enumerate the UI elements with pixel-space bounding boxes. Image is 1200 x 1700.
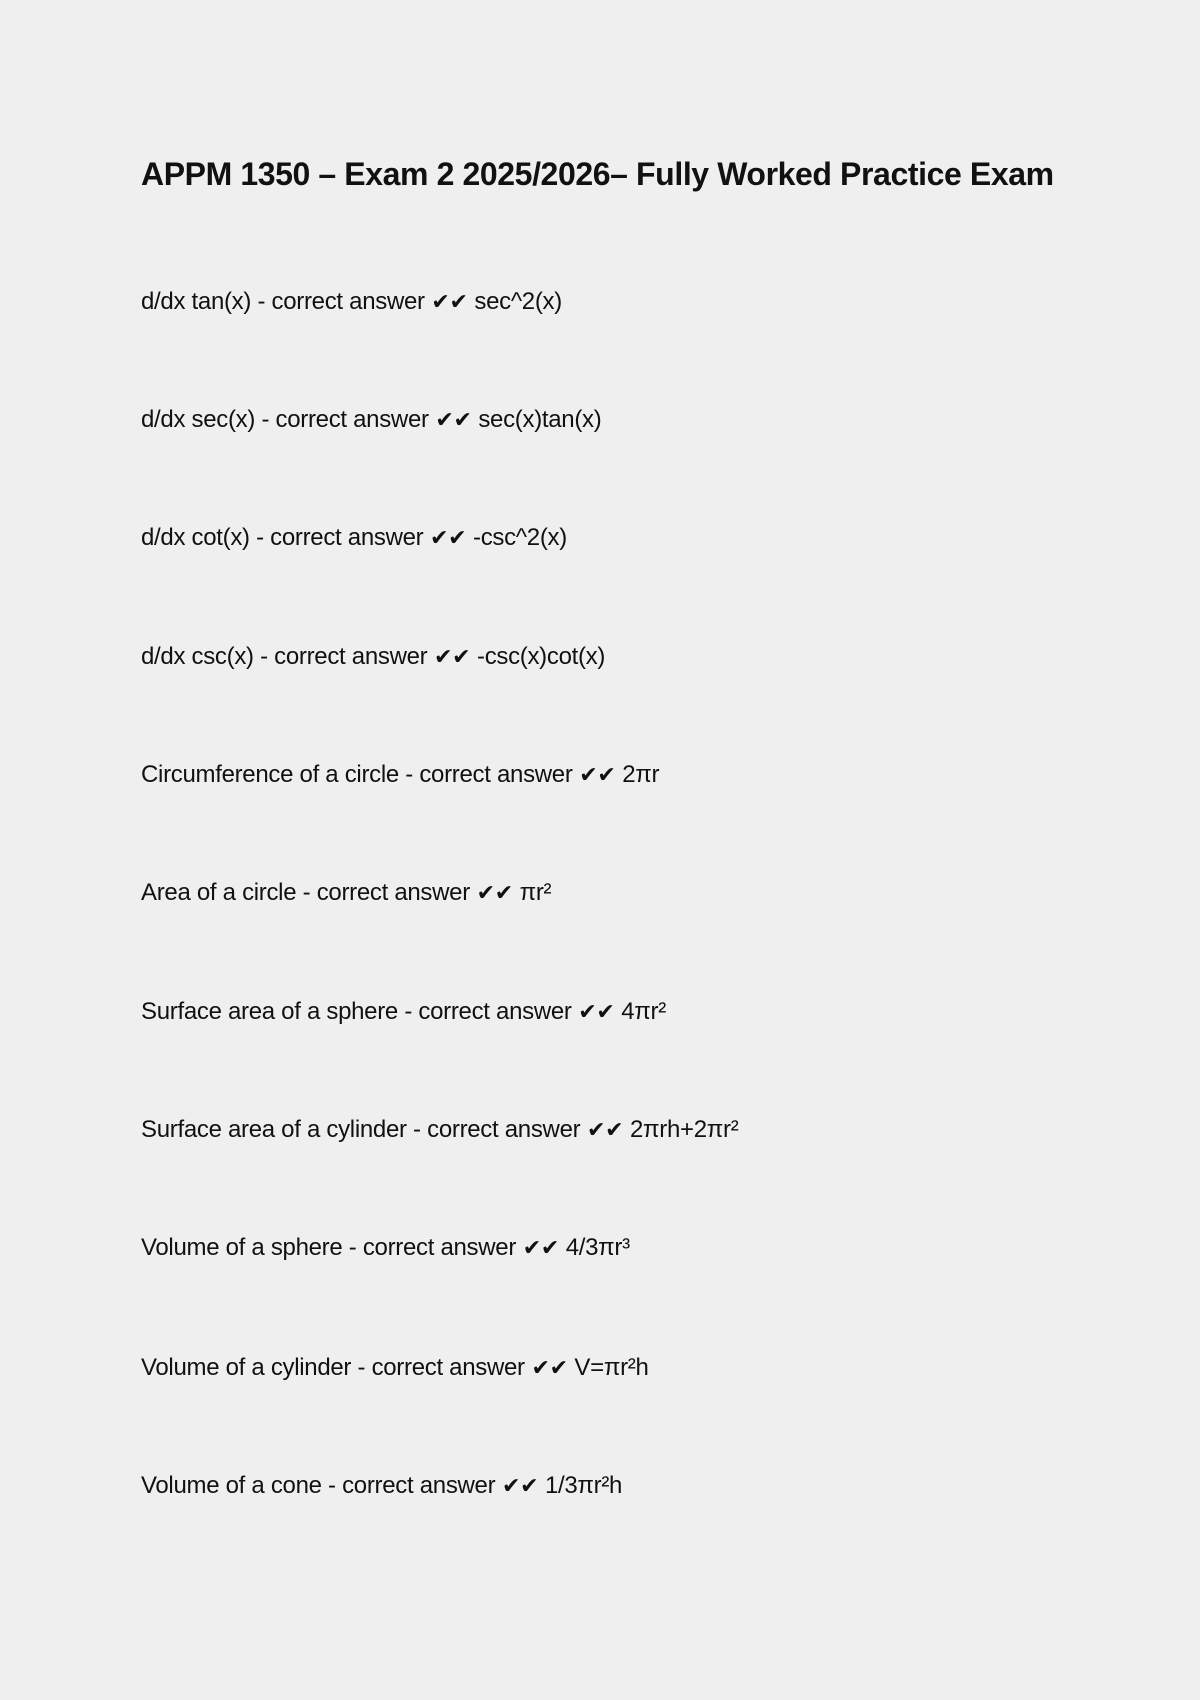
correct-answer-label: correct answer: [371, 1354, 525, 1381]
question-text: Area of a circle: [141, 879, 297, 906]
separator: -: [296, 879, 317, 906]
check-mark-icon: ✔✔: [580, 1118, 630, 1143]
qa-item: [141, 1234, 630, 1263]
answer-text: -csc^2(x): [473, 524, 567, 551]
qa-item: [141, 1116, 738, 1145]
correct-answer-label: correct answer: [419, 761, 573, 788]
answer-text: 4/3πr³: [565, 1234, 630, 1261]
answer-text: 2πrh+2πr²: [629, 1116, 739, 1143]
correct-answer-label: correct answer: [274, 643, 428, 670]
check-mark-icon: ✔✔: [495, 1474, 545, 1499]
qa-item: [141, 761, 659, 790]
qa-item: [141, 879, 551, 908]
separator: -: [251, 288, 272, 315]
qa-item: [141, 1472, 622, 1501]
check-mark-icon: ✔✔: [524, 1356, 575, 1381]
correct-answer-label: correct answer: [342, 1472, 496, 1499]
question-text: d/dx csc(x): [141, 643, 254, 670]
separator: -: [397, 998, 419, 1025]
separator: -: [249, 524, 271, 551]
question-text: Surface area of a sphere: [141, 998, 398, 1025]
answer-text: 1/3πr²h: [544, 1472, 623, 1499]
question-text: d/dx cot(x): [141, 524, 250, 551]
answer-text: sec^2(x): [474, 288, 562, 315]
correct-answer-label: correct answer: [275, 406, 429, 433]
separator: -: [253, 643, 275, 670]
correct-answer-label: correct answer: [418, 998, 572, 1025]
answer-text: -csc(x)cot(x): [477, 643, 606, 670]
check-mark-icon: ✔✔: [428, 408, 479, 433]
question-text: Volume of a cone: [141, 1472, 322, 1499]
answer-text: 4πr²: [621, 998, 666, 1025]
separator: -: [321, 1472, 343, 1499]
separator: -: [398, 761, 420, 788]
check-mark-icon: ✔✔: [424, 290, 475, 315]
qa-item: [141, 406, 601, 435]
answer-text: V=πr²h: [574, 1354, 649, 1381]
answer-text: 2πr: [622, 761, 660, 788]
qa-item: [141, 524, 567, 553]
separator: -: [351, 1354, 372, 1381]
question-text: d/dx sec(x): [141, 406, 256, 433]
check-mark-icon: ✔✔: [516, 1236, 566, 1261]
document-title: APPM 1350 – Exam 2 2025/2026– Fully Worked Practice Exam: [141, 156, 1054, 192]
check-mark-icon: ✔✔: [469, 881, 520, 906]
check-mark-icon: ✔✔: [571, 1000, 622, 1025]
separator: -: [255, 406, 276, 433]
question-text: Surface area of a cylinder: [141, 1116, 407, 1143]
correct-answer-label: correct answer: [427, 1116, 581, 1143]
answer-text: sec(x)tan(x): [478, 406, 602, 433]
separator: -: [406, 1116, 428, 1143]
correct-answer-label: correct answer: [316, 879, 470, 906]
correct-answer-label: correct answer: [270, 524, 424, 551]
check-mark-icon: ✔✔: [423, 526, 474, 551]
check-mark-icon: ✔✔: [427, 645, 477, 670]
question-text: Volume of a sphere: [141, 1234, 343, 1261]
question-text: Volume of a cylinder: [141, 1354, 352, 1381]
qa-item: [141, 288, 562, 317]
correct-answer-label: correct answer: [271, 288, 425, 315]
qa-item: [141, 643, 605, 672]
qa-item: [141, 998, 666, 1027]
question-text: d/dx tan(x): [141, 288, 252, 315]
correct-answer-label: correct answer: [362, 1234, 517, 1261]
answer-text: πr²: [519, 879, 552, 906]
question-text: Circumference of a circle: [141, 761, 399, 788]
separator: -: [342, 1234, 363, 1261]
qa-item: [141, 1354, 649, 1383]
check-mark-icon: ✔✔: [572, 763, 623, 788]
